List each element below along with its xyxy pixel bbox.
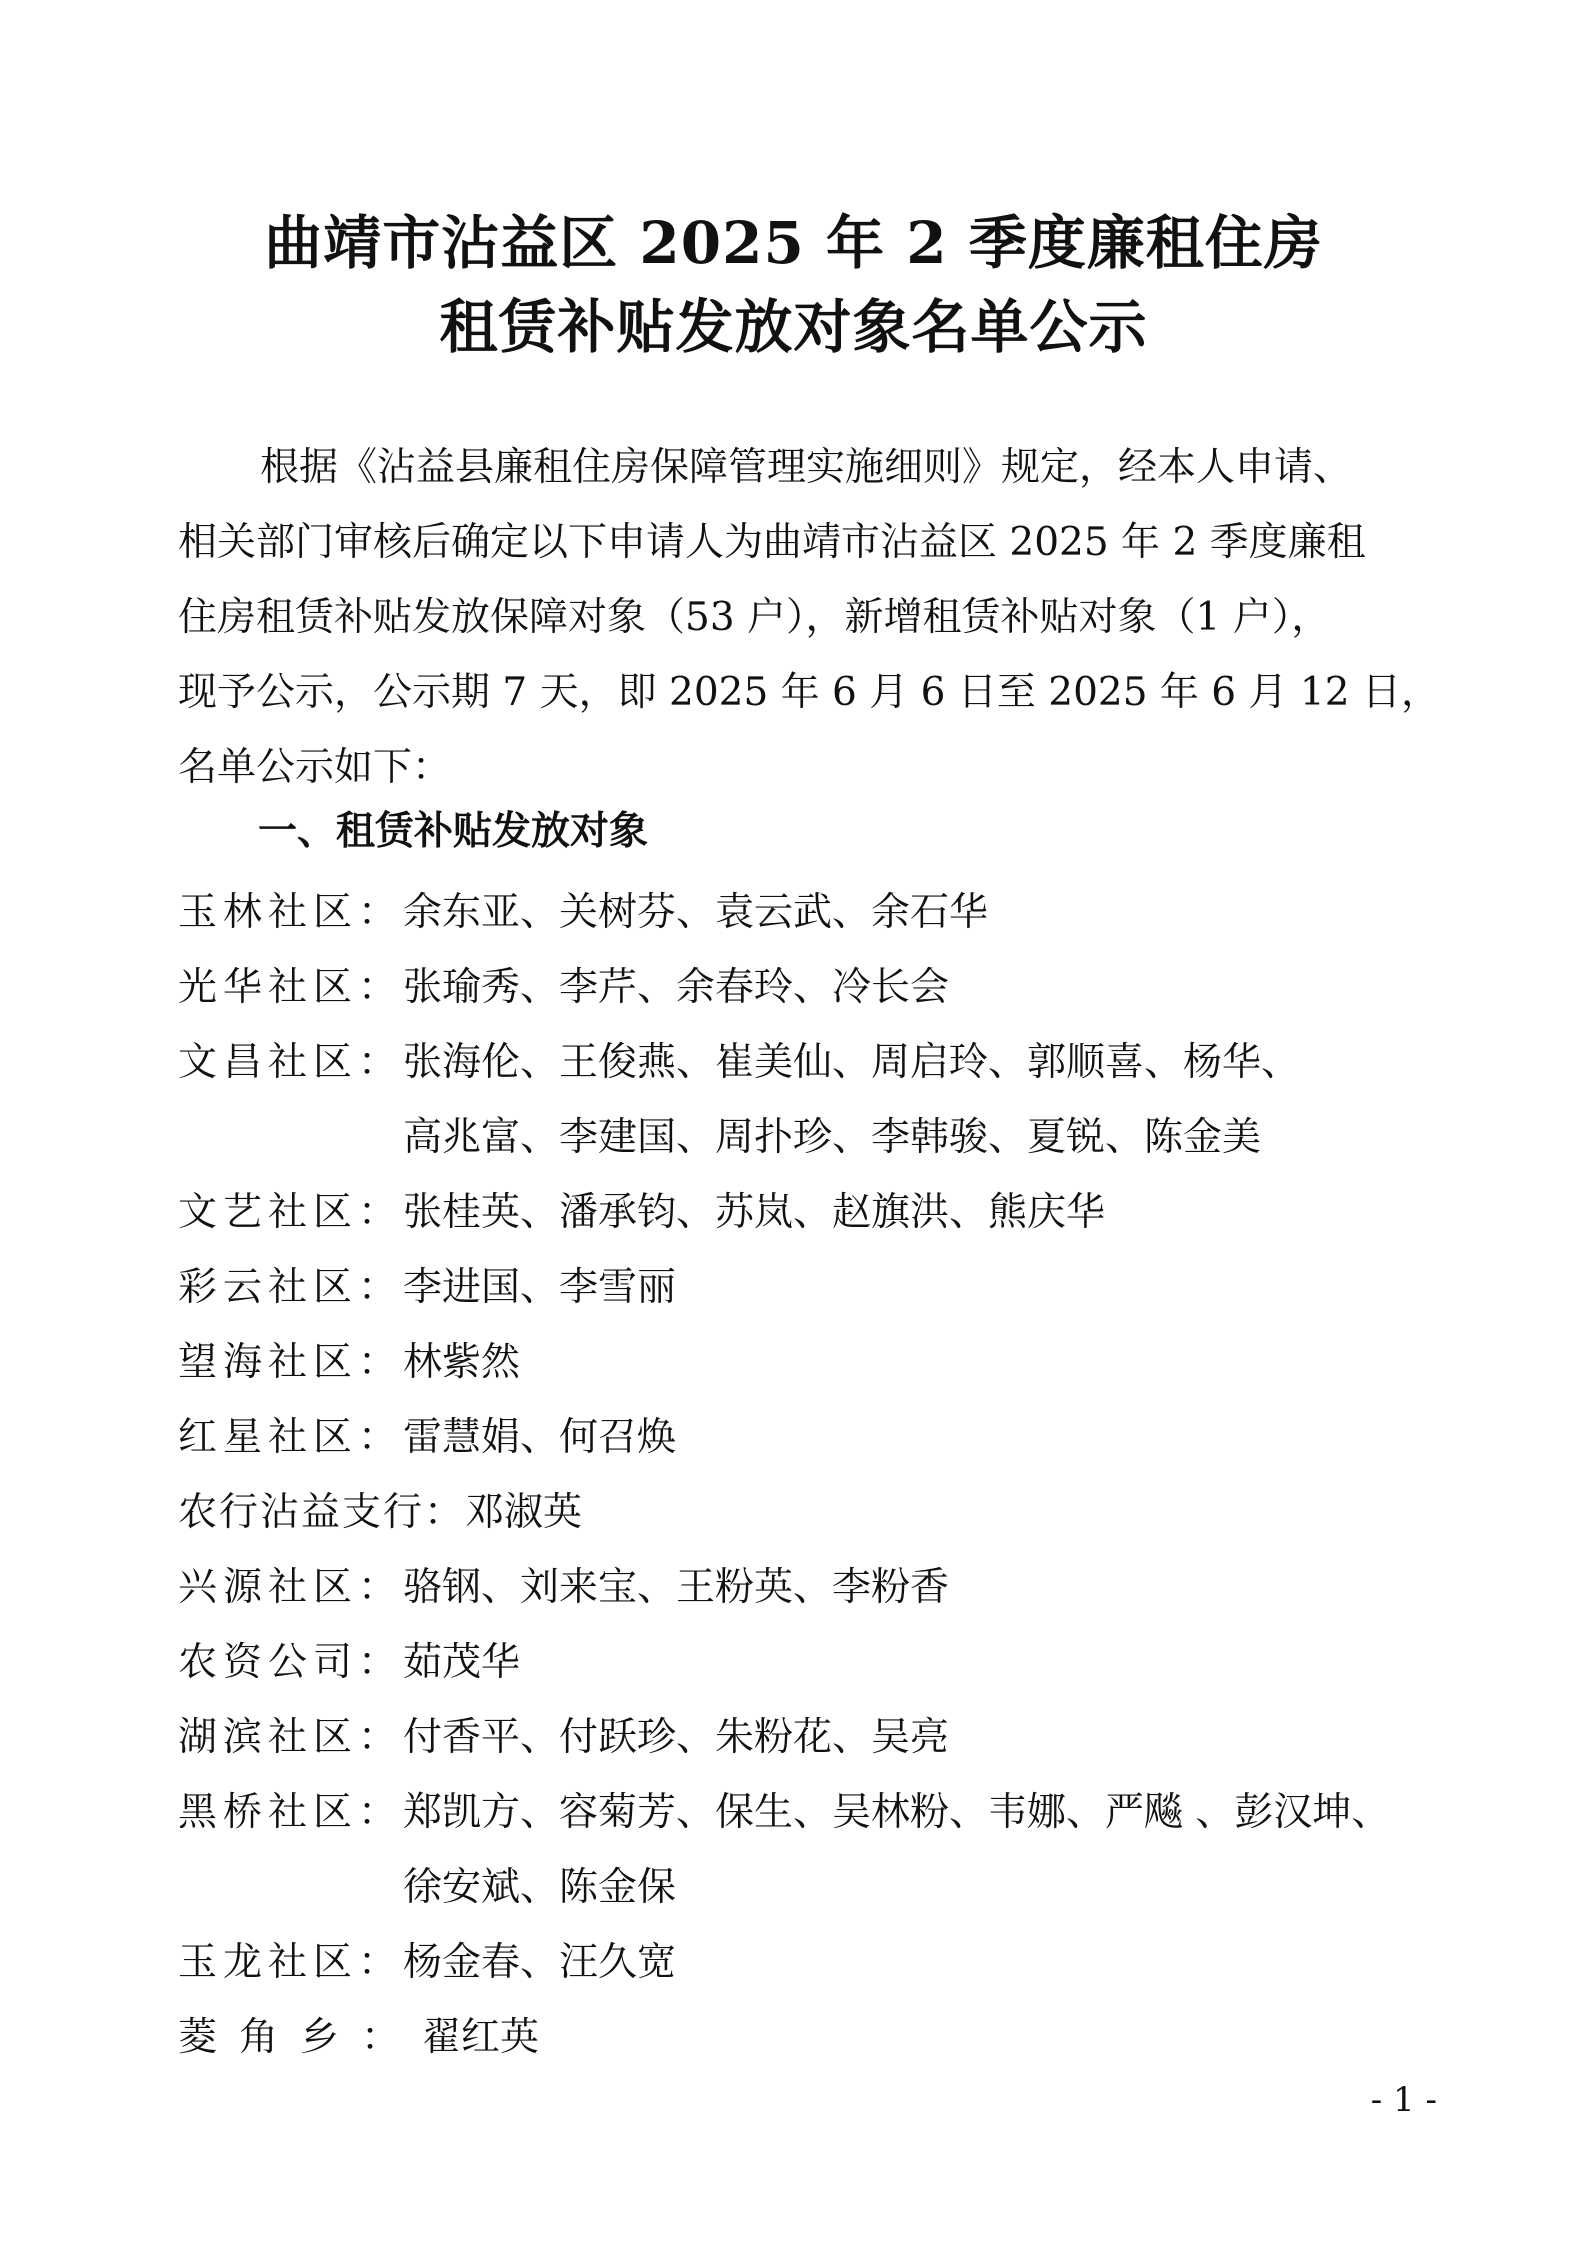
community-label: 望海社区： — [178, 1340, 404, 1385]
document-title-line-2: 租赁补贴发放对象名单公示 — [439, 293, 1148, 361]
recipient-list — [178, 875, 1438, 2075]
community-label: 文昌社区： — [178, 1040, 404, 1085]
community-row — [178, 1700, 1438, 1775]
community-row — [178, 2000, 1438, 2075]
community-label: 黑桥社区： — [178, 1790, 404, 1835]
community-names: 翟红英 — [422, 2015, 540, 2060]
community-names: 张桂英、潘承钧、苏岚、赵旗洪、熊庆华 — [403, 1190, 1106, 1235]
community-row — [178, 1400, 1438, 1475]
intro-line: 根据《沾益县廉租住房保障管理实施细则》规定，经本人申请、 — [260, 445, 1353, 490]
community-label: 兴源社区： — [178, 1565, 404, 1610]
community-row — [178, 1175, 1438, 1250]
community-row — [178, 1925, 1438, 2000]
document-title-line-1: 曲靖市沾益区 2025 年 2 季度廉租住房 — [264, 209, 1323, 277]
community-label: 彩云社区： — [178, 1265, 404, 1310]
community-label: 菱角乡： — [178, 2015, 423, 2060]
community-names: 郑凯方、容菊芳、保生、吴林粉、韦娜、严飚 、彭汉坤、 — [403, 1790, 1391, 1835]
intro-line: 名单公示如下： — [178, 745, 452, 790]
community-label: 玉林社区： — [178, 890, 404, 935]
community-names: 骆钢、刘来宝、王粉英、李粉香 — [403, 1565, 950, 1610]
community-row — [178, 1775, 1438, 1925]
community-names-continued: 高兆富、李建国、周扑珍、李韩骏、夏锐、陈金美 — [403, 1115, 1262, 1160]
community-row — [178, 1550, 1438, 1625]
community-names: 李进国、李雪丽 — [403, 1265, 677, 1310]
intro-line: 现予公示，公示期 7 天，即 2025 年 6 月 6 日至 2025 年 6 月 12 日， — [178, 670, 1440, 715]
community-row — [178, 1025, 1438, 1175]
community-names: 张瑜秀、李芹、余春玲、冷长会 — [403, 965, 950, 1010]
community-names: 付香平、付跃珍、朱粉花、吴亮 — [403, 1715, 950, 1760]
community-row — [178, 875, 1438, 950]
community-names: 茹茂华 — [403, 1640, 521, 1685]
community-label: 红星社区： — [178, 1415, 404, 1460]
intro-paragraph — [178, 430, 1440, 805]
community-row — [178, 1250, 1438, 1325]
community-names: 雷慧娟、何召焕 — [403, 1415, 677, 1460]
community-names: 余东亚、关树芬、袁云武、余石华 — [403, 890, 989, 935]
community-row — [178, 1625, 1438, 1700]
page-number: - 1 - — [1370, 2080, 1437, 2120]
section-heading: 一、租赁补贴发放对象 — [258, 809, 649, 854]
community-names: 邓淑英 — [465, 1490, 583, 1535]
community-label: 光华社区： — [178, 965, 404, 1010]
community-names: 林紫然 — [403, 1340, 521, 1385]
intro-line: 相关部门审核后确定以下申请人为曲靖市沾益区 2025 年 2 季度廉租 — [178, 520, 1366, 565]
community-row — [178, 1475, 1438, 1550]
intro-line: 住房租赁补贴发放保障对象（53 户），新增租赁补贴对象（1 户）， — [178, 595, 1331, 640]
community-row — [178, 950, 1438, 1025]
community-names-continued: 徐安斌、陈金保 — [403, 1865, 677, 1910]
community-label: 文艺社区： — [178, 1190, 404, 1235]
community-row — [178, 1325, 1438, 1400]
community-label: 农行沾益支行： — [178, 1490, 466, 1535]
community-names: 杨金春、汪久宽 — [403, 1940, 677, 1985]
community-label: 玉龙社区： — [178, 1940, 404, 1985]
community-names: 张海伦、王俊燕、崔美仙、周启玲、郭顺喜、杨华、 — [403, 1040, 1301, 1085]
community-label: 农资公司： — [178, 1640, 404, 1685]
community-label: 湖滨社区： — [178, 1715, 404, 1760]
